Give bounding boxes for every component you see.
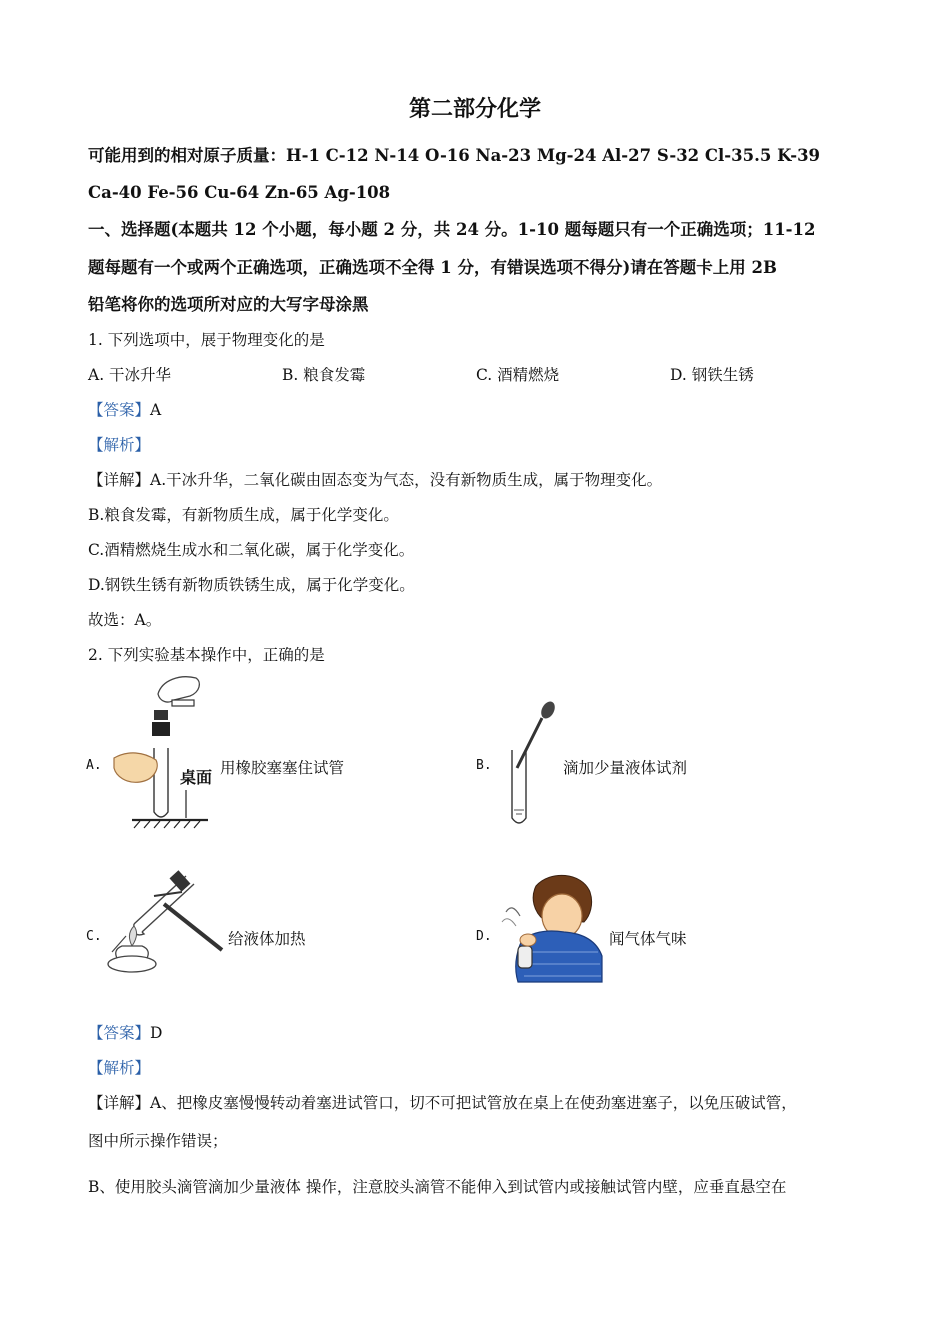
page-title: 第二部分化学 xyxy=(408,97,541,122)
q2-option-a-letter: A. xyxy=(86,758,102,773)
section-header-line-3: 铅笔将你的选项所对应的大写字母涂黑 xyxy=(88,295,369,314)
detail-tag: 【详解】 xyxy=(88,1094,151,1112)
q2-option-d-letter: D. xyxy=(476,929,492,944)
detail-text: A.干冰升华，二氧化碳由固态变为气态，没有新物质生成，属于物理变化。 xyxy=(150,471,663,489)
q1-option-b: B. 粮食发霉 xyxy=(282,366,366,384)
heating-liquid-figure xyxy=(104,868,234,983)
q2-option-c-caption: 给液体加热 xyxy=(228,930,306,948)
section-header-line-2: 题每题有一个或两个正确选项，正确选项不全得 1 分，有错误选项不得分)请在答题卡上用 2B xyxy=(88,258,777,277)
q1-stem: 1. 下列选项中，展于物理变化的是 xyxy=(88,331,325,349)
q1-option-a: A. 干冰升华 xyxy=(88,366,172,384)
q2-detail-3: B、使用胶头滴管滴加少量液体 操作，注意胶头滴管不能伸入到试管内或接触试管内壁，应垂直悬空在 xyxy=(88,1178,787,1196)
q2-detail-2: 图中所示操作错误； xyxy=(88,1132,228,1150)
q1-detail-2: B.粮食发霉，有新物质生成，属于化学变化。 xyxy=(88,506,399,524)
desk-label: 桌面 xyxy=(180,768,213,787)
q2-stem: 2. 下列实验基本操作中，正确的是 xyxy=(88,646,325,664)
answer-value: A xyxy=(150,401,162,419)
q2-answer xyxy=(88,1023,162,1043)
q2-option-c-letter: C. xyxy=(86,929,102,944)
q1-detail-3: C.酒精燃烧生成水和二氧化碳，属于化学变化。 xyxy=(88,541,415,559)
q1-option-d: D. 钢铁生锈 xyxy=(670,366,754,384)
atomic-masses-line-2: Ca-40 Fe-56 Cu-64 Zn-65 Ag-108 xyxy=(88,183,391,202)
section-header-line-1: 一、选择题(本题共 12 个小题，每小题 2 分，共 24 分。1-10 题每题只有一个正确选项；11-12 xyxy=(88,220,816,239)
smell-gas-figure xyxy=(498,872,606,984)
q1-detail-1 xyxy=(88,470,662,490)
dropper-tube-figure xyxy=(500,700,570,830)
q1-option-c: C. 酒精燃烧 xyxy=(476,366,560,384)
atomic-masses-line-1: 可能用到的相对原子质量：H-1 C-12 N-14 O-16 Na-23 Mg-24 Al-27 S-32 Cl-35.5 K-39 xyxy=(88,146,821,165)
q1-conclusion: 故选：A。 xyxy=(88,611,162,629)
analysis-tag: 【解析】 xyxy=(88,1059,151,1077)
q2-option-b-letter: B. xyxy=(476,758,492,773)
q2-option-d-caption: 闻气体气味 xyxy=(609,930,687,948)
q1-answer xyxy=(88,400,161,420)
q1-detail-4: D.钢铁生锈有新物质铁锈生成，属于化学变化。 xyxy=(88,576,415,594)
analysis-tag: 【解析】 xyxy=(88,436,151,454)
q1-analysis xyxy=(88,435,150,455)
answer-tag: 【答案】 xyxy=(88,1024,151,1042)
q2-option-b-caption: 滴加少量液体试剂 xyxy=(563,759,688,777)
q2-detail-1 xyxy=(88,1093,797,1113)
detail-text: A、把橡皮塞慢慢转动着塞进试管口，切不可把试管放在桌上在使劲塞进塞子，以免压破试管， xyxy=(150,1094,797,1112)
answer-value: D xyxy=(150,1024,163,1042)
detail-tag: 【详解】 xyxy=(88,471,151,489)
q2-analysis xyxy=(88,1058,150,1078)
stopper-tube-figure xyxy=(110,672,220,832)
answer-tag: 【答案】 xyxy=(88,401,151,419)
q2-option-a-caption: 用橡胶塞塞住试管 xyxy=(220,759,345,777)
